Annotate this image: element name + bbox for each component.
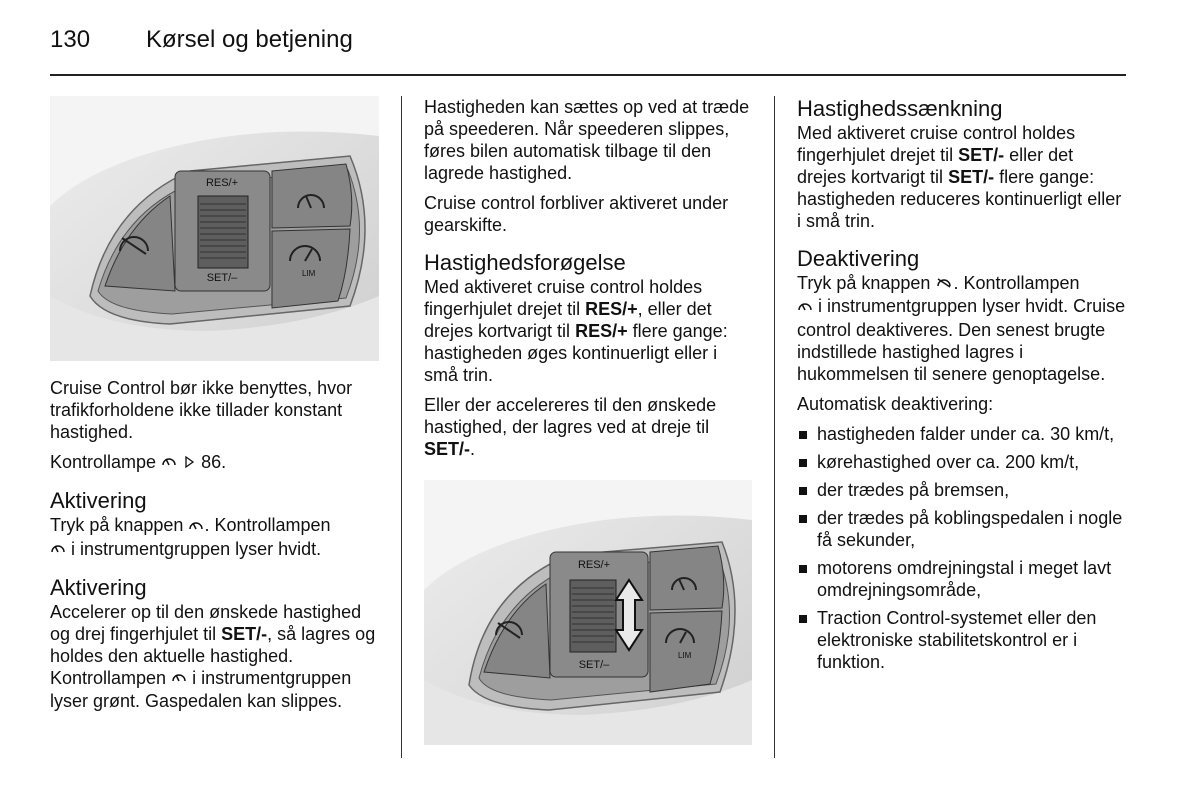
- heading-aktivering-2: Aktivering: [50, 574, 147, 600]
- set-label: SET/–: [578, 659, 610, 671]
- page-number: 130: [50, 26, 91, 53]
- lim-label: LIM: [678, 651, 692, 660]
- cancel-cruise-icon: [935, 273, 953, 295]
- steering-wheel-thumbwheel-illustration: [424, 480, 752, 745]
- list-item: hastigheden falder under ca. 30 km/t,: [797, 423, 1127, 445]
- paragraph-deaktivering: Tryk på knappen . Kontrollampen i instrumentgruppen lyser hvidt. Cruise control deaktiveres. Den senest brugte indstillede hastighed lagres i hukommelsen til senere genoptagelse.: [797, 273, 1126, 384]
- column-1: [50, 377, 384, 720]
- heading-hastighedsforoegelse: Hastighedsforøgelse: [424, 250, 626, 275]
- column-2: [424, 96, 754, 468]
- deactivation-list: [797, 423, 1127, 673]
- list-item: motorens omdrejningstal i meget lavt omdrejningsområde,: [797, 557, 1127, 601]
- heading-aktivering-1: Aktivering: [50, 488, 147, 514]
- bullet-icon: [799, 459, 807, 467]
- cruise-control-lamp-icon: [50, 539, 66, 561]
- cruise-control-lamp-icon: [797, 297, 813, 319]
- column-3: [797, 96, 1127, 679]
- paragraph-control-lamp-ref: Kontrollampe 86.: [50, 451, 384, 474]
- header-rule: [50, 74, 1126, 76]
- list-item: der trædes på bremsen,: [797, 479, 1127, 501]
- paragraph-saenkning: Med aktiveret cruise control holdes fingerhjulet drejet til SET/- eller det drejes kortvarigt til SET/- flere gange: hastigheden reduceres kontinuerligt eller i små trin.: [797, 123, 1122, 231]
- paragraph-foroegelse: Med aktiveret cruise control holdes fingerhjulet drejet til RES/+, eller det drejes kortvarigt til RES/+ flere gange: hastigheden øges kontinuerligt eller i små trin.: [424, 277, 728, 385]
- cruise-control-lamp-icon: [161, 452, 177, 474]
- list-item: kørehastighed over ca. 200 km/t,: [797, 451, 1127, 473]
- heading-deaktivering: Deaktivering: [797, 246, 920, 271]
- bullet-icon: [799, 487, 807, 495]
- cruise-control-figure-1: [50, 96, 379, 361]
- bullet-icon: [799, 565, 807, 573]
- list-item: der trædes på koblingspedalen i nogle få sekunder,: [797, 507, 1127, 551]
- heading-hastighedssaenkning: Hastighedssænkning: [797, 96, 1003, 121]
- paragraph-accelerate-set: Eller der accelereres til den ønskede hastighed, der lagres ved at dreje til SET/-.: [424, 395, 717, 459]
- page-title: Kørsel og betjening: [146, 26, 353, 53]
- paragraph-speeder: Hastigheden kan sættes op ved at træde på speederen. Når speederen slippes, føres bilen automatisk tilbage til den lagrede hastighed.: [424, 97, 750, 183]
- arrow-right-icon: [182, 452, 196, 474]
- paragraph-automatisk-deaktivering: Automatisk deaktivering:: [797, 393, 994, 414]
- column-divider-2: [774, 96, 775, 758]
- lim-label: LIM: [302, 269, 316, 278]
- cruise-control-button-icon: [188, 516, 204, 538]
- steering-wheel-controls-illustration: [50, 96, 379, 361]
- paragraph-gearshift: Cruise control forbliver aktiveret under gearskifte.: [424, 193, 729, 235]
- bullet-icon: [799, 515, 807, 523]
- res-label: RES/+: [205, 177, 239, 189]
- paragraph-aktivering-1: Tryk på knappen . Kontrollampen i instrumentgruppen lyser hvidt.: [50, 514, 384, 561]
- cruise-control-figure-2: [424, 480, 752, 745]
- list-item: Traction Control-systemet eller den elektroniske stabilitetskontrol er i funktion.: [797, 607, 1127, 673]
- bullet-icon: [799, 431, 807, 439]
- paragraph-intro: Cruise Control bør ikke benyttes, hvor trafikforholdene ikke tillader konstant hastighed.: [50, 378, 353, 442]
- set-label: SET/–: [206, 272, 238, 284]
- bullet-icon: [799, 615, 807, 623]
- paragraph-aktivering-2: Accelerer op til den ønskede hastighed og drej fingerhjulet til SET/-, så lagres og holdes den aktuelle hastighed. Kontrollampen i instrumentgruppen lyser grønt. Gaspedalen kan slippes.: [50, 601, 376, 711]
- res-label: RES/+: [577, 559, 611, 571]
- cruise-control-lamp-icon: [171, 668, 187, 690]
- column-divider-1: [401, 96, 402, 758]
